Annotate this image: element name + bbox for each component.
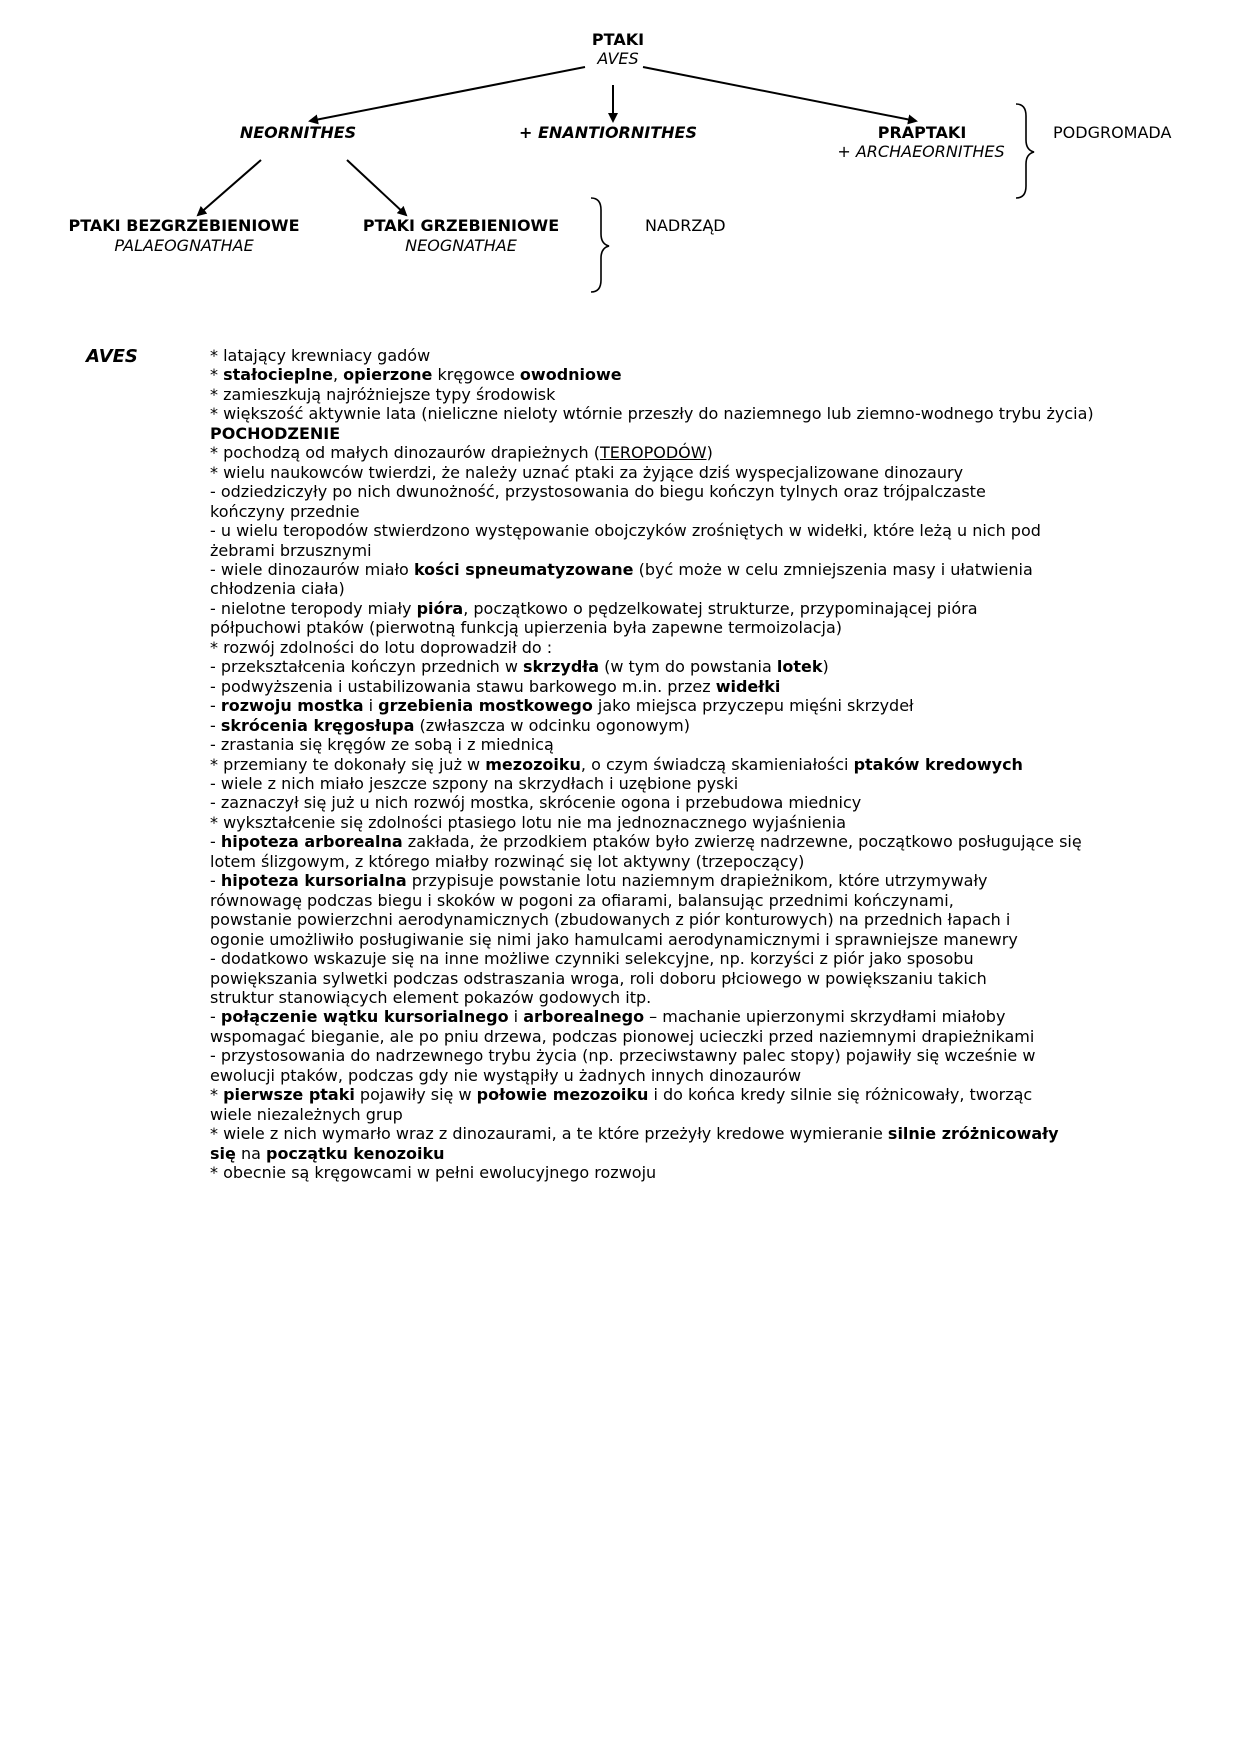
note-text: ): [822, 657, 829, 677]
note-text: przypisuje powstanie lotu naziemnym drapieżnikom, które utrzymywały: [406, 871, 988, 891]
note-emphasis: początku kenozoiku: [265, 1143, 445, 1163]
note-emphasis: skrócenia kręgosłupa: [220, 715, 415, 735]
note-line: [210, 385, 1140, 404]
note-text: - odziedziczyły po nich dwunożność, przystosowania do biegu kończyn tylnych oraz trójpalczaste: [210, 482, 986, 502]
note-text: (zwłaszcza w odcinku ogonowym): [414, 715, 690, 735]
note-emphasis: pióra: [416, 598, 464, 618]
note-text: ): [706, 443, 713, 463]
note-text: - podwyższenia i ustabilizowania stawu barkowego m.in. przez: [210, 676, 716, 696]
note-text: * zamieszkują najróżniejsze typy środowisk: [210, 384, 556, 404]
note-text: powiększania sylwetki podczas odstraszania wroga, roli doboru płciowego w powiększaniu takich: [210, 968, 987, 988]
note-line: [210, 969, 1140, 988]
note-emphasis: silnie zróżnicowały: [887, 1124, 1059, 1144]
note-text: * rozwój zdolności do lotu doprowadził do :: [210, 637, 553, 657]
note-line: [210, 502, 1140, 521]
note-line: [210, 696, 1140, 715]
note-text: - zaznaczył się już u nich rozwój mostka, skrócenie ogona i przebudowa miednicy: [210, 793, 862, 813]
note-text: * wykształcenie się zdolności ptasiego lotu nie ma jednoznacznego wyjaśnienia: [210, 812, 847, 832]
note-text: lotem ślizgowym, z którego miałby rozwinąć się lot aktywny (trzepoczący): [210, 851, 805, 871]
note-text: zakłada, że przodkiem ptaków było zwierzę nadrzewne, początkowo posługujące się: [402, 832, 1082, 852]
note-line: [210, 1144, 1140, 1163]
note-underlined: TEROPODÓW: [599, 443, 707, 463]
taxon-grzebieniowe: PTAKI GRZEBIENIOWE: [362, 216, 560, 235]
note-text: - przekształcenia kończyn przednich w: [210, 657, 524, 677]
note-emphasis: rozwoju mostka: [220, 696, 364, 716]
notes-body: [210, 346, 1140, 1182]
taxon-praptaki-latin: + ARCHAEORNITHES: [837, 142, 1005, 161]
taxon-bezgrzebieniowe: PTAKI BEZGRZEBIENIOWE: [68, 216, 300, 235]
note-text: na: [235, 1143, 266, 1163]
note-line: [210, 579, 1140, 598]
note-text: * obecnie są kręgowcami w pełni ewolucyjnego rozwoju: [210, 1163, 657, 1183]
note-line: [210, 1007, 1140, 1026]
note-text: (być może w celu zmniejszenia masy i ułatwienia: [633, 559, 1033, 579]
note-line: [210, 793, 1140, 812]
note-emphasis: kości spneumatyzowane: [413, 559, 634, 579]
note-text: -: [210, 832, 221, 852]
taxon-neognathae: NEOGNATHAE: [405, 236, 517, 255]
note-line: [210, 463, 1140, 482]
root-taxon-name: PTAKI: [591, 30, 645, 49]
note-line: [210, 677, 1140, 696]
note-line: [210, 638, 1140, 657]
note-line: [210, 1163, 1140, 1182]
note-line: [210, 949, 1140, 968]
note-text: (w tym do powstania: [599, 657, 777, 677]
note-emphasis: owodniowe: [519, 365, 622, 385]
note-text: wiele niezależnych grup: [210, 1104, 403, 1124]
note-text: - wiele dinozaurów miało: [210, 559, 414, 579]
note-line: [210, 755, 1140, 774]
note-text: -: [210, 1007, 221, 1027]
note-line: [210, 1066, 1140, 1085]
note-emphasis: mezozoiku: [485, 754, 581, 774]
note-line: [210, 852, 1140, 871]
rank-label-podgromada: PODGROMADA: [1053, 123, 1172, 142]
note-line: [210, 443, 1140, 462]
note-line: [210, 365, 1140, 384]
note-text: -: [210, 871, 221, 891]
arrow-to-neognathae: [347, 160, 406, 215]
note-text: wspomagać bieganie, ale po pniu drzewa, podczas pionowej ucieczki przed naziemnymi drapieżnikami: [210, 1026, 1035, 1046]
note-text: kończyny przednie: [210, 501, 360, 521]
note-line: [210, 774, 1140, 793]
note-text: *: [210, 1085, 224, 1105]
note-text: jako miejsca przyczepu mięśni skrzydeł: [592, 696, 914, 716]
note-line: [210, 599, 1140, 618]
note-line: [210, 560, 1140, 579]
note-emphasis: POCHODZENIE: [210, 423, 341, 443]
note-text: - u wielu teropodów stwierdzono występowanie obojczyków zrośniętych w widełki, które leżą u nich pod: [210, 521, 1041, 541]
note-emphasis: opierzone: [343, 365, 433, 385]
note-line: [210, 346, 1140, 365]
note-line: [210, 1085, 1140, 1104]
note-emphasis: lotek: [776, 657, 823, 677]
note-text: powstanie powierzchni aerodynamicznych (zbudowanych z piór konturowych) na przednich łapach i: [210, 910, 1011, 930]
note-text: żebrami brzusznymi: [210, 540, 372, 560]
taxon-palaeognathae: PALAEOGNATHAE: [114, 236, 254, 255]
note-line: [210, 910, 1140, 929]
note-emphasis: arborealnego: [523, 1007, 645, 1027]
note-line: [210, 930, 1140, 949]
note-text: i: [363, 696, 379, 716]
note-line: [210, 813, 1140, 832]
note-text: i do końca kredy silnie się różnicowały, tworząc: [648, 1085, 1033, 1105]
note-line: [210, 871, 1140, 890]
note-emphasis: skrzydła: [523, 657, 599, 677]
note-line: [210, 1046, 1140, 1065]
note-text: - nielotne teropody miały: [210, 598, 417, 618]
note-line: [210, 891, 1140, 910]
note-text: półpuchowi ptaków (pierwotną funkcją upierzenia była zapewne termoizolacja): [210, 618, 843, 638]
note-text: - dodatkowo wskazuje się na inne możliwe czynniki selekcyjne, np. korzyści z piór jako sposobu: [210, 949, 974, 969]
note-emphasis: grzebienia mostkowego: [378, 696, 593, 716]
note-text: , o czym świadczą skamieniałości: [580, 754, 854, 774]
taxon-praptaki: PRAPTAKI: [877, 123, 967, 142]
root-taxon-latin: AVES: [597, 49, 639, 68]
note-line: [210, 482, 1140, 501]
note-emphasis: hipoteza kursorialna: [220, 871, 407, 891]
note-text: – machanie upierzonymi skrzydłami miałoby: [644, 1007, 1006, 1027]
note-text: - zrastania się kręgów ze sobą i z miednicą: [210, 735, 554, 755]
note-text: - wiele z nich miało jeszcze szpony na skrzydłach i uzębione pyski: [210, 773, 739, 793]
note-emphasis: widełki: [715, 676, 781, 696]
note-text: * wiele z nich wymarło wraz z dinozaurami, a te które przeżyły kredowe wymieranie: [210, 1124, 888, 1144]
taxon-enantiornithes: + ENANTIORNITHES: [519, 123, 697, 142]
note-text: * pochodzą od małych dinozaurów drapieżnych (: [210, 443, 600, 463]
note-emphasis: się: [210, 1143, 236, 1163]
note-line: [210, 716, 1140, 735]
note-line: [210, 424, 1140, 443]
note-text: -: [210, 696, 221, 716]
note-text: pojawiły się w: [354, 1085, 477, 1105]
arrow-to-palaeognathae: [198, 160, 261, 215]
note-emphasis: połowie mezozoiku: [476, 1085, 649, 1105]
note-text: równowagę podczas biegu i skoków w pogoni za ofiarami, balansując przednimi kończynami,: [210, 890, 954, 910]
note-text: * przemiany te dokonały się już w: [210, 754, 486, 774]
note-line: [210, 404, 1140, 423]
note-text: * wielu naukowców twierdzi, że należy uznać ptaki za żyjące dziś wyspecjalizowane dinozaury: [210, 462, 964, 482]
note-text: i: [508, 1007, 524, 1027]
brace-nadrzad: [591, 198, 609, 292]
note-line: [210, 832, 1140, 851]
note-emphasis: połączenie wątku kursorialnego: [220, 1007, 509, 1027]
rank-label-nadrzad: NADRZĄD: [645, 216, 726, 235]
note-line: [210, 1027, 1140, 1046]
note-emphasis: stałocieplne: [223, 365, 333, 385]
note-text: ewolucji ptaków, podczas gdy nie wystąpiły u żadnych innych dinozaurów: [210, 1065, 802, 1085]
note-text: - przystosowania do nadrzewnego trybu życia (np. przeciwstawny palec stopy) pojawiły się wcześnie w: [210, 1046, 1036, 1066]
brace-podgromada: [1016, 104, 1034, 198]
note-line: [210, 1124, 1140, 1143]
note-text: * większość aktywnie lata (nieliczne nieloty wtórnie przeszły do naziemnego lub ziemno-wodnego trybu życia): [210, 404, 1094, 424]
note-text: kręgowce: [432, 365, 520, 385]
note-text: , początkowo o pędzelkowatej strukturze, przypominającej pióra: [463, 598, 978, 618]
arrow-to-praptaki: [643, 67, 916, 121]
note-line: [210, 618, 1140, 637]
taxon-neornithes: NEORNITHES: [239, 123, 357, 142]
note-line: [210, 521, 1140, 540]
note-emphasis: hipoteza arborealna: [220, 832, 403, 852]
note-line: [210, 541, 1140, 560]
note-line: [210, 1105, 1140, 1124]
note-text: ,: [333, 365, 344, 385]
note-text: struktur stanowiących element pokazów godowych itp.: [210, 987, 652, 1007]
note-line: [210, 735, 1140, 754]
arrow-to-neornithes: [310, 67, 585, 121]
note-text: -: [210, 715, 221, 735]
note-emphasis: ptaków kredowych: [853, 754, 1023, 774]
note-line: [210, 657, 1140, 676]
note-text: * latający krewniacy gadów: [210, 346, 431, 365]
note-text: *: [210, 365, 224, 385]
note-emphasis: pierwsze ptaki: [223, 1085, 355, 1105]
note-text: ogonie umożliwiło posługiwanie się nimi jako hamulcami aerodynamicznymi i sprawniejsze manewry: [210, 929, 1018, 949]
note-line: [210, 988, 1140, 1007]
section-heading-aves: AVES: [86, 346, 138, 367]
note-text: chłodzenia ciała): [210, 579, 345, 599]
